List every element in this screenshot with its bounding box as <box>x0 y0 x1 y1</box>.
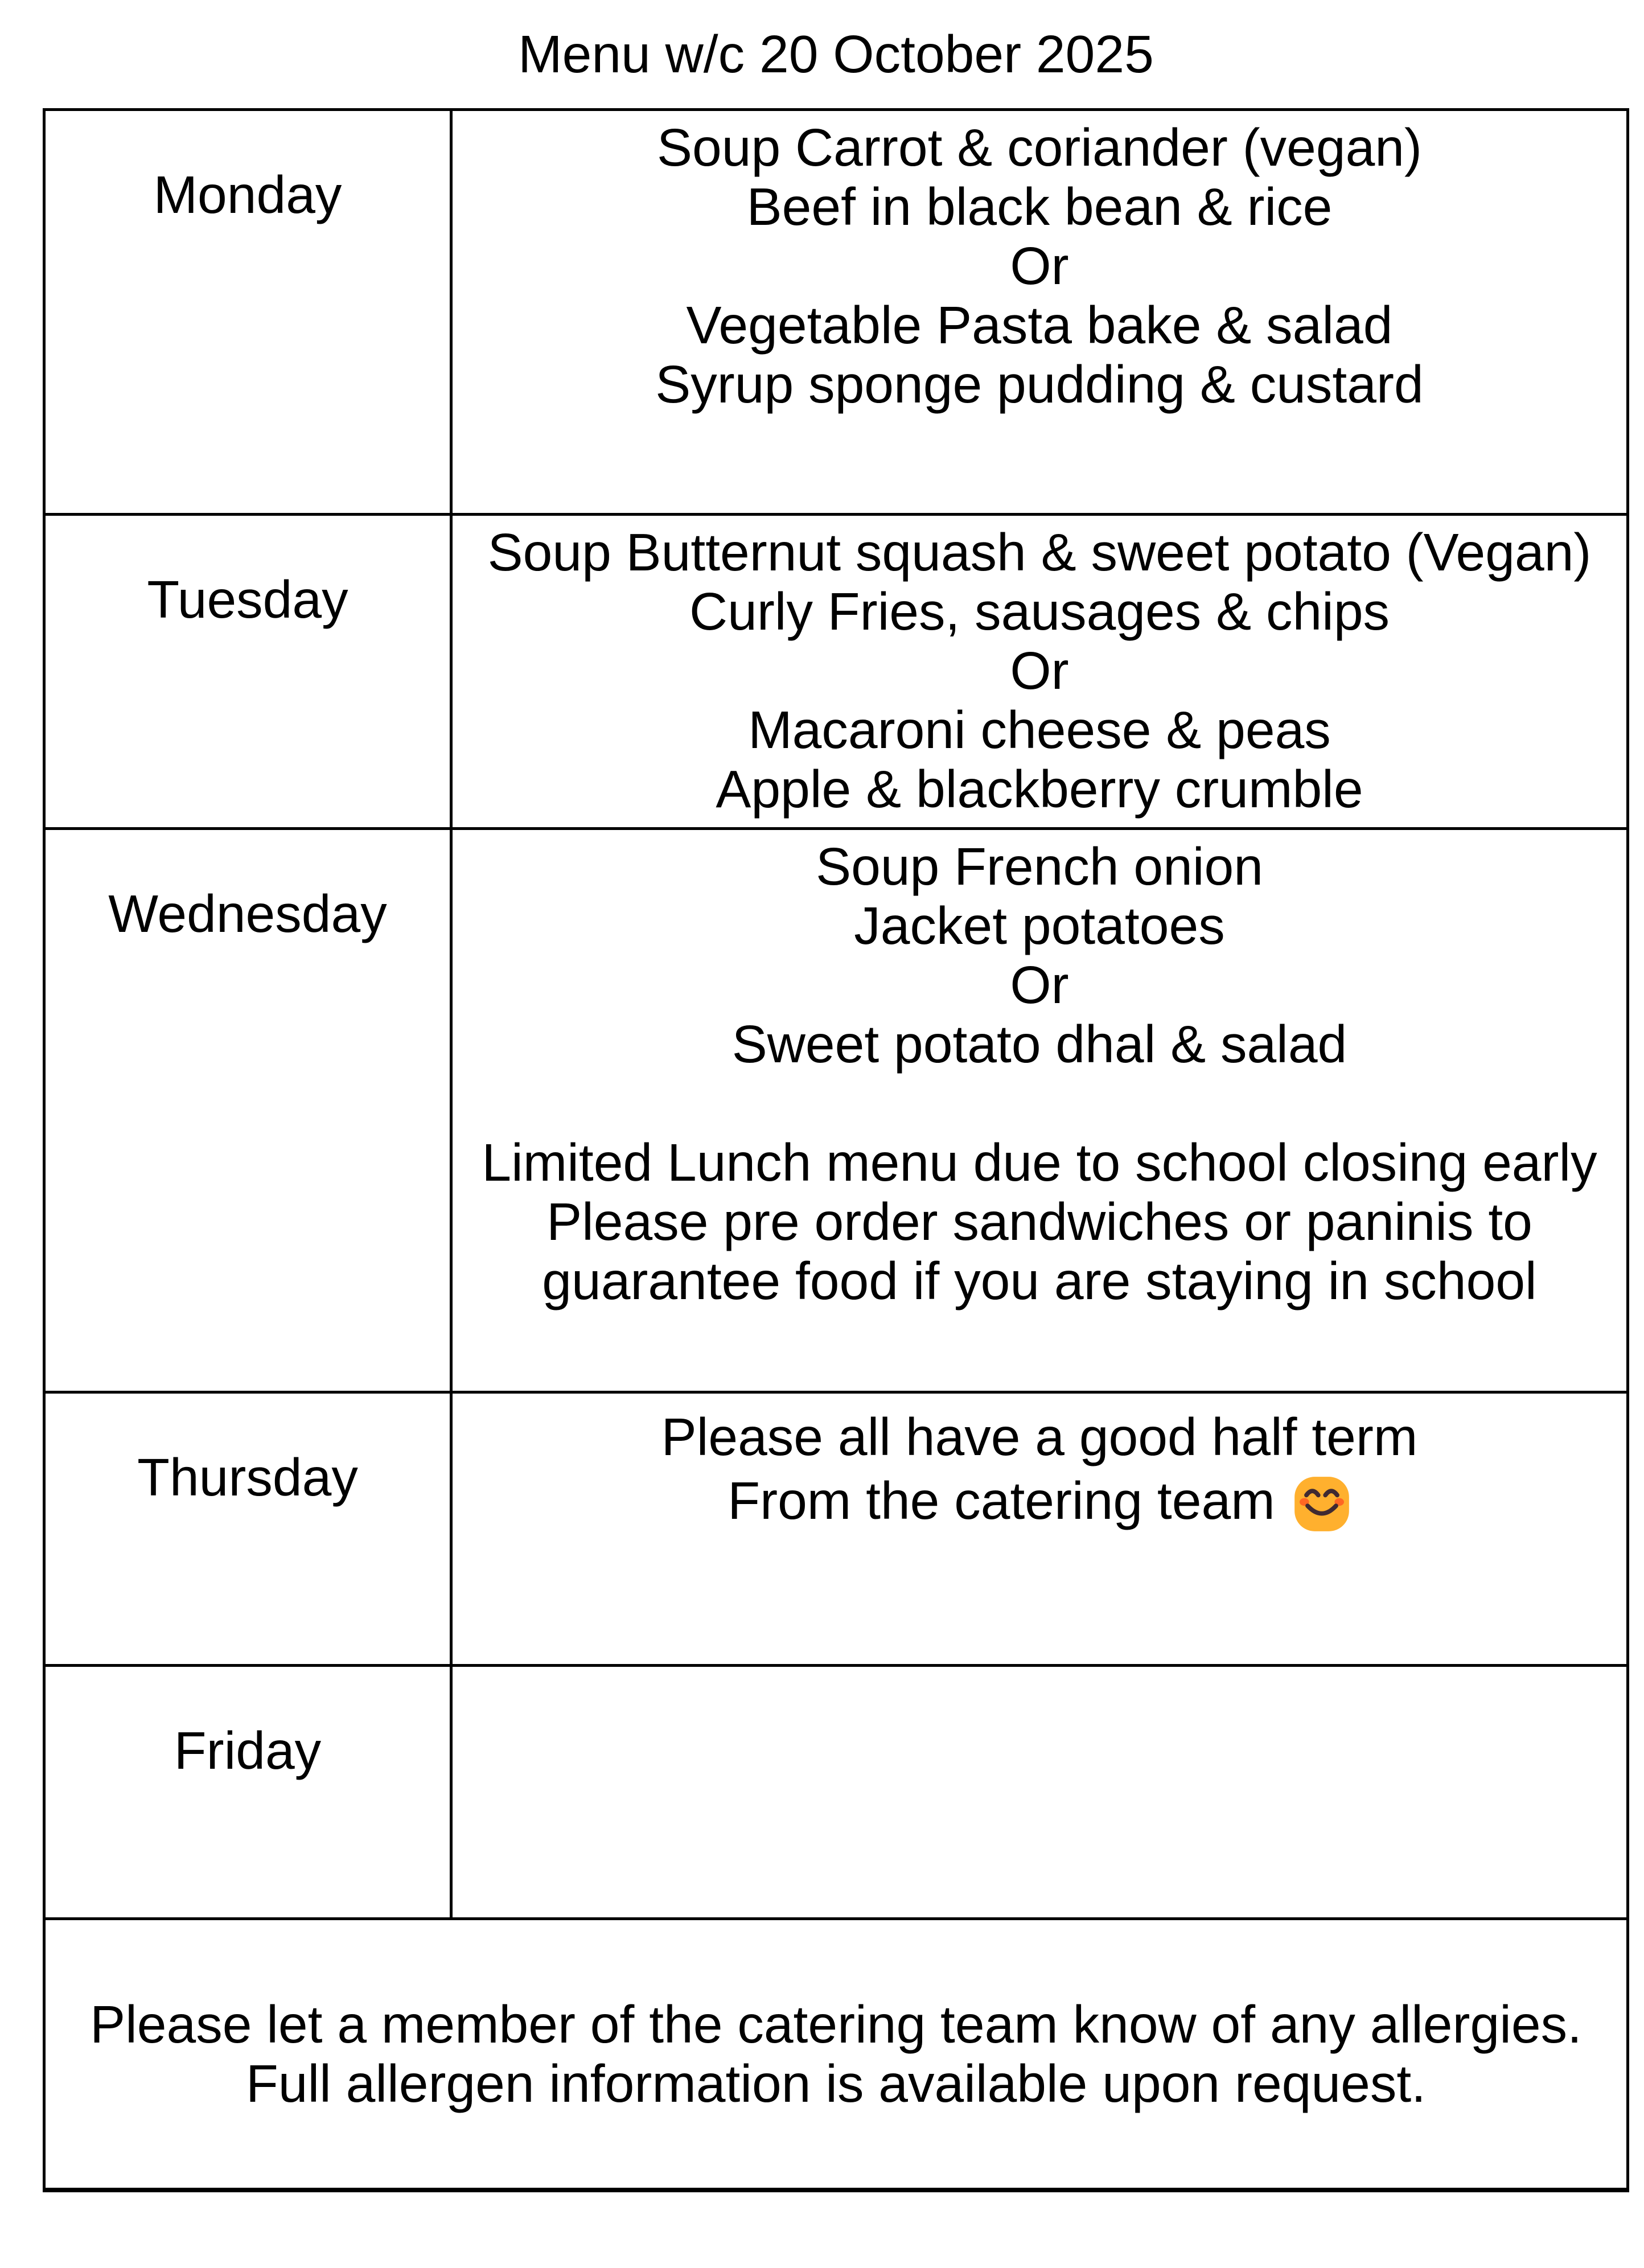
menu-notice-line: Limited Lunch menu due to school closing early <box>482 1133 1597 1192</box>
menu-item-line: Soup French onion <box>816 837 1263 896</box>
allergy-notice <box>46 1995 1626 2113</box>
menu-item-line: Sweet potato dhal & salad <box>731 1014 1347 1074</box>
catering-team-text: From the catering team <box>728 1471 1275 1530</box>
day-label-friday: Friday <box>46 1667 453 1917</box>
table-row-allergy-notice <box>46 1920 1626 2188</box>
day-label-tuesday: Tuesday <box>46 516 453 827</box>
day-label-wednesday: Wednesday <box>46 830 453 1391</box>
smiling-face-emoji <box>1292 1474 1351 1534</box>
menu-item-line: Or <box>1010 236 1069 295</box>
page-title: Menu w/c 20 October 2025 <box>518 24 1154 84</box>
menu-message-line: Please all have a good half term <box>661 1407 1418 1466</box>
menu-notice-line: Please pre order sandwiches or paninis to <box>546 1192 1532 1251</box>
allergy-notice-line: Full allergen information is available upon request. <box>245 2054 1427 2113</box>
table-row-wednesday <box>46 830 1626 1394</box>
menu-item-line: Beef in black bean & rice <box>746 177 1333 236</box>
menu-item-line: Curly Fries, sausages & chips <box>689 582 1390 641</box>
menu-item-line: Soup Carrot & coriander (vegan) <box>656 118 1422 177</box>
menu-cell-friday <box>453 1667 1626 1917</box>
menu-item-line: Or <box>1010 641 1069 700</box>
menu-item-line: Syrup sponge pudding & custard <box>655 355 1424 414</box>
menu-item-line: Vegetable Pasta bake & salad <box>686 295 1393 355</box>
menu-item-line: Apple & blackberry crumble <box>716 759 1363 819</box>
menu-item-line: Macaroni cheese & peas <box>748 700 1331 759</box>
table-row-monday <box>46 111 1626 516</box>
allergy-notice-line: Please let a member of the catering team know of any allergies. <box>90 1995 1582 2054</box>
menu-message-line <box>453 1471 1626 1534</box>
menu-notice-line: guarantee food if you are staying in school <box>542 1251 1537 1310</box>
table-row-tuesday <box>46 516 1626 830</box>
menu-item-line: Or <box>1010 955 1069 1014</box>
table-row-thursday <box>46 1394 1626 1667</box>
menu-cell-tuesday <box>453 516 1626 827</box>
menu-item-line: Soup Butternut squash & sweet potato (Vegan) <box>487 523 1592 582</box>
table-row-friday <box>46 1667 1626 1920</box>
menu-item-line: Jacket potatoes <box>854 896 1225 955</box>
menu-table <box>43 108 1629 2192</box>
menu-cell-wednesday <box>453 830 1626 1391</box>
menu-cell-monday <box>453 111 1626 513</box>
blank-line <box>453 1074 1626 1133</box>
menu-cell-thursday <box>453 1394 1626 1664</box>
day-label-monday: Monday <box>46 111 453 513</box>
day-label-thursday: Thursday <box>46 1394 453 1664</box>
